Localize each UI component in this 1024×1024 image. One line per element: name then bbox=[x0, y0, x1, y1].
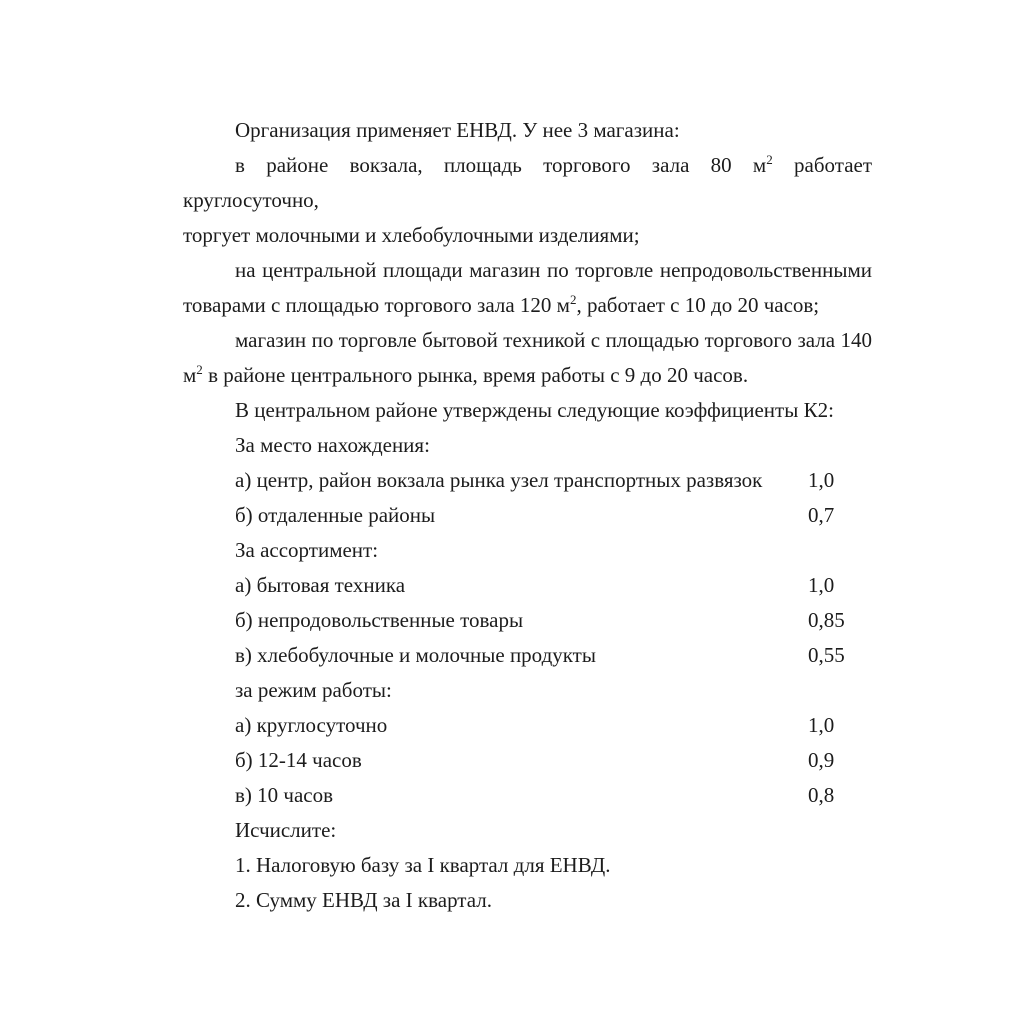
superscript-2: 2 bbox=[196, 362, 203, 377]
coefficient-value: 0,55 bbox=[808, 643, 845, 667]
store2-desc-line2 bbox=[183, 288, 872, 323]
store3-text-post: в районе центрального рынка, время работы с 9 до 20 часов. bbox=[202, 363, 749, 387]
coefficient-row-assortment-b bbox=[183, 603, 872, 638]
k2-heading-text: В центральном районе утверждены следующие коэффициенты К2: bbox=[235, 398, 834, 422]
coefficient-label: в) хлебобулочные и молочные продукты bbox=[235, 643, 596, 667]
coefficient-value: 0,7 bbox=[808, 503, 835, 527]
coefficient-value: 1,0 bbox=[808, 573, 835, 597]
coefficient-value: 0,85 bbox=[808, 608, 845, 632]
intro-text: Организация применяет ЕНВД. У нее 3 магазина: bbox=[235, 118, 680, 142]
coefficient-row-location-a bbox=[183, 463, 872, 498]
coefficient-row-hours-c bbox=[183, 778, 872, 813]
store3-desc-line2 bbox=[183, 358, 872, 393]
store1-text-cont: торгует молочными и хлебобулочными изделиями; bbox=[183, 223, 640, 247]
task-1-text: 1. Налоговую базу за I квартал для ЕНВД. bbox=[235, 853, 611, 877]
store2-text-pre: товарами с площадью торгового зала 120 м bbox=[183, 293, 570, 317]
store3-desc-line1 bbox=[183, 323, 872, 358]
coefficient-label: б) 12-14 часов bbox=[235, 748, 362, 772]
section-location-heading bbox=[183, 428, 872, 463]
store3-text: магазин по торговле бытовой техникой с площадью торгового зала 140 bbox=[235, 328, 872, 352]
coefficient-label: а) бытовая техника bbox=[235, 573, 406, 597]
tasks-heading-text: Исчислите: bbox=[235, 818, 337, 842]
coefficient-value: 1,0 bbox=[808, 468, 835, 492]
section-assortment-text: За ассортимент: bbox=[235, 538, 379, 562]
coefficient-row-assortment-c bbox=[183, 638, 872, 673]
store2-text-post: , работает с 10 до 20 часов; bbox=[576, 293, 820, 317]
store1-desc-line2 bbox=[183, 218, 872, 253]
tasks-heading bbox=[183, 813, 872, 848]
section-hours-heading bbox=[183, 673, 872, 708]
superscript-base: м bbox=[183, 363, 197, 387]
superscript-2: 2 bbox=[766, 152, 773, 167]
coefficient-label: а) центр, район вокзала рынка узел транспортных развязок bbox=[235, 468, 763, 492]
section-assortment-heading bbox=[183, 533, 872, 568]
coefficient-value: 0,9 bbox=[808, 748, 835, 772]
coefficient-row-location-b bbox=[183, 498, 872, 533]
coefficient-row-hours-b bbox=[183, 743, 872, 778]
k2-heading bbox=[183, 393, 872, 428]
task-2-text: 2. Сумму ЕНВД за I квартал. bbox=[235, 888, 492, 912]
coefficient-row-hours-a bbox=[183, 708, 872, 743]
store1-desc-line1 bbox=[183, 148, 872, 218]
store1-text-pre: в районе вокзала, площадь торгового зала 80 м bbox=[235, 153, 767, 177]
task-2 bbox=[183, 883, 872, 918]
coefficient-row-assortment-a bbox=[183, 568, 872, 603]
store2-text: на центральной площади магазин по торговле непродовольственными bbox=[235, 258, 872, 282]
intro-line bbox=[183, 113, 872, 148]
store2-desc-line1 bbox=[183, 253, 872, 288]
coefficient-label: б) отдаленные районы bbox=[235, 503, 436, 527]
coefficient-value: 0,8 bbox=[808, 783, 835, 807]
section-hours-text: за режим работы: bbox=[235, 678, 392, 702]
task-1 bbox=[183, 848, 872, 883]
coefficient-label: б) непродовольственные товары bbox=[235, 608, 524, 632]
section-location-text: За место нахождения: bbox=[235, 433, 430, 457]
coefficient-label: в) 10 часов bbox=[235, 783, 334, 807]
superscript-2: 2 bbox=[569, 292, 577, 307]
store1-text-post: работает круглосуточно, bbox=[183, 153, 873, 212]
coefficient-value: 1,0 bbox=[808, 713, 835, 737]
document-page bbox=[183, 113, 872, 918]
coefficient-label: а) круглосуточно bbox=[235, 713, 388, 737]
